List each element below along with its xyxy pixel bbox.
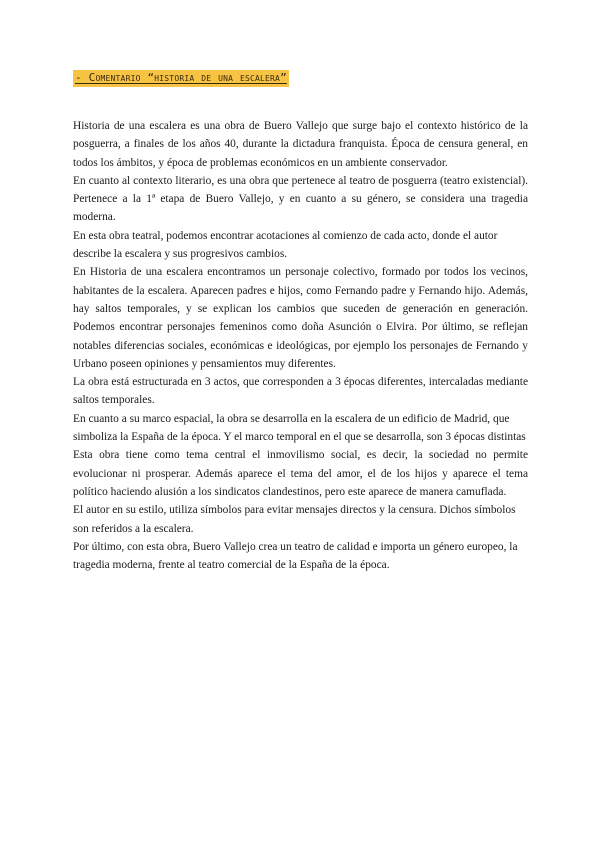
paragraph-conclusion: Por último, con esta obra, Buero Vallejo crea un teatro de calidad e importa un género europeo, la tragedia moderna, frente al teatro comercial de la España de la época. xyxy=(73,540,518,572)
paragraph-style: El autor en su estilo, utiliza símbolos para evitar mensajes directos y la censura. Dichos símbolos son referidos a la escalera. xyxy=(73,504,516,535)
paragraph-context-historical: Historia de una escalera es una obra de Buero Vallejo que surge bajo el contexto histórico de la posguerra, a finales de los años 40, durante la dictadura franquista. Época de censura general, en todos los ámbitos, y época de problemas económicos en un ambiente conservador. xyxy=(73,120,528,169)
document-title: - Comentario “historia de una escalera” xyxy=(73,70,289,87)
paragraph-themes: Esta obra tiene como tema central el inmovilismo social, es decir, la sociedad no permite evolucionar ni prosperar. Además aparece el tema del amor, el de los hijos y aparece el tema político haciendo alusión a los sindicatos clandestinos, pero este aparece de manera camuflada. xyxy=(73,449,528,498)
document-body xyxy=(73,117,528,574)
paragraph-setting: En cuanto a su marco espacial, la obra se desarrolla en la escalera de un edificio de Madrid, que simboliza la España de la época. Y el marco temporal en el que se desarrolla, son 3 épocas distintas xyxy=(73,412,526,444)
paragraph-structure: La obra está estructurada en 3 actos, que corresponden a 3 épocas diferentes, intercaladas mediante saltos temporales. xyxy=(73,376,528,407)
paragraph-context-literary: En cuanto al contexto literario, es una obra que pertenece al teatro de posguerra (teatro existencial). Pertenece a la 1ª etapa de Buero Vallejo, y en cuanto a su género, se considera una tragedia moderna. xyxy=(73,174,528,224)
paragraph-stage-directions: En esta obra teatral, podemos encontrar acotaciones al comienzo de cada acto, donde el autor describe la escalera y sus progresivos cambios. xyxy=(73,229,498,261)
paragraph-characters: En Historia de una escalera encontramos un personaje colectivo, formado por todos los vecinos, habitantes de la escalera. Aparecen padres e hijos, como Fernando padre y Fernando hijo. Además, hay saltos temporales, y se explican los cambios que suceden de generación en generación. Podemos encontrar personajes femeninos como doña Asunción o Elvira. Por último, se reflejan notables diferencias sociales, económicas e ideológicas, por ejemplo los personajes de Fernando y Urbano poseen opiniones y pensamientos muy diferentes. xyxy=(73,266,528,370)
